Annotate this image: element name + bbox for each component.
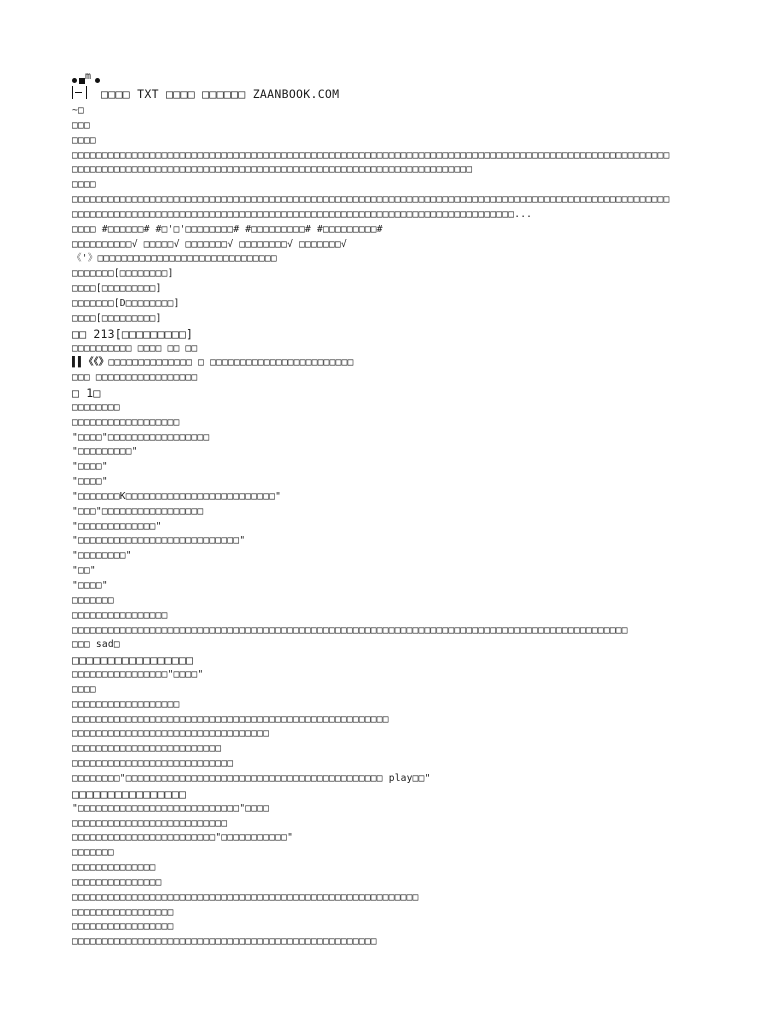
text-line: □□□□: [72, 134, 96, 146]
text-line: ▌▌《《》□□□□□□□□□□□□□□ □ □□□□□□□□□□□□□□□□□□□□□□□□: [72, 357, 354, 369]
text-line: "□□□□□□□□□": [72, 446, 138, 458]
text-line: □□□□□□□□□□□□□□□□: [72, 609, 168, 621]
text-line: □□□□□□□□□□□□□□□□□□□□□□□□□□□□□□□□□□□□□□□□□□□□□□□□□□□□□: [72, 713, 389, 725]
text-line: □□□□□□□□□□□□□□□□□□□□□□□□□□□□□□□□□□□□□□□□□□□□□□□□□□□□□□□□□□□□□□□□□□□: [72, 164, 473, 176]
text-line: □ 1□: [72, 386, 101, 401]
text-line: □□□□□□□[D□□□□□□□□]: [72, 297, 180, 309]
text-line: □□□□□□□□□□□□□□□□□□: [72, 416, 180, 428]
text-line: □□□□□□□□□□□□□□□□□□□□□□□□□□□: [72, 758, 234, 770]
text-line: "□□□□□□□□□□□□□": [72, 520, 162, 532]
text-line: □□□□□□□□□□ □□□□ □□ □□: [72, 342, 198, 354]
text-line: "□□□□": [72, 461, 108, 473]
text-line: □□□□□□□□□□□□□□□□□: [72, 653, 194, 668]
text-lines: [72, 104, 712, 950]
text-line: ~□: [72, 105, 84, 116]
document-body: [72, 71, 712, 950]
text-line: □□□ sad□: [72, 639, 120, 651]
text-line: □□□□□□□□□□□□□□□□"□□□□": [72, 669, 204, 681]
text-line: □□□□□□□□□□□□□□□□□□□□□□□□□□□□□□□□□□□□□□□□□□□□□□□□□□□□□□□□□□□□□□□□□□□□□□□□□□□□□□□□□□□□□□□□□□□□□□□□□□□□: [72, 149, 670, 161]
text-line: "□□□□": [72, 476, 108, 488]
text-line: □□□□□□□□□□□□□□□□□□□□□□□□□: [72, 743, 222, 755]
text-line: "□□□□□□□K□□□□□□□□□□□□□□□□□□□□□□□□□": [72, 490, 282, 502]
text-line: "□□□"□□□□□□□□□□□□□□□□□: [72, 505, 204, 517]
text-line: □□□□□□□□□□□□□□□□□: [72, 906, 174, 918]
text-line: □□□□□□□□□□□□□□□□: [72, 786, 186, 801]
text-line: □□□□ #□□□□□□# #□'□'□□□□□□□□# #□□□□□□□□□# #□□□□□□□□□#: [72, 223, 383, 235]
text-line: "□□": [72, 565, 96, 577]
text-line: 《'》□□□□□□□□□□□□□□□□□□□□□□□□□□□□□□: [72, 253, 277, 265]
text-line: "□□□□□□□□": [72, 550, 132, 562]
text-line: □□□: [72, 119, 90, 131]
text-line: □□□□□□□□□□√ □□□□□√ □□□□□□□√ □□□□□□□□√ □□□□□□□√: [72, 238, 347, 250]
text-line: □□□□□□□□□□□□□□□□□□□□□□□□□□: [72, 817, 228, 829]
text-line: □□□□□□□: [72, 594, 114, 606]
text-line: □□□□□□□□□□□□□□□□□□□□□□□□□□□□□□□□□: [72, 728, 270, 740]
site-title: □□□□ TXT □□□□ □□□□□□ ZAANBOOK.COM: [101, 87, 340, 101]
text-line: □□□□□□□□□□□□□□□: [72, 876, 162, 888]
text-line: "□□□□"□□□□□□□□□□□□□□□□□: [72, 431, 210, 443]
text-line: □□□ □□□□□□□□□□□□□□□□□: [72, 372, 198, 384]
site-logo-icon: m: [72, 74, 112, 102]
text-line: □□ 213[□□□□□□□□□]: [72, 326, 194, 341]
text-line: "□□□□□□□□□□□□□□□□□□□□□□□□□□□"□□□□: [72, 802, 270, 814]
text-line: □□□□□□□□□□□□□□□□□□□□□□□□"□□□□□□□□□□□": [72, 832, 294, 844]
text-line: □□□□[□□□□□□□□□]: [72, 283, 162, 295]
text-line: □□□□□□□□□□□□□□□□□□□□□□□□□□□□□□□□□□□□□□□□□□□□□□□□□□□□□□□□□□□□□□□□□□□□□□□□□□□□□□□□□□□□□□□□□□□□□: [72, 624, 628, 636]
text-line: □□□□□□□□□□□□□□□□□□□□□□□□□□□□□□□□□□□□□□□□□□□□□□□□□□□□□□□□□□□□□□□□□□□□□□□□□□□□□□□□□□□□□□□□□□□□□□□□□□□□: [72, 194, 670, 206]
text-line: □□□□□□□□□□□□□□□□□□: [72, 698, 180, 710]
text-line: □□□□[□□□□□□□□□]: [72, 312, 162, 324]
text-line: □□□□□□□□"□□□□□□□□□□□□□□□□□□□□□□□□□□□□□□□□□□□□□□□□□□□ play□□": [72, 772, 431, 784]
text-line: □□□□□□□□□□□□□□□□□: [72, 921, 174, 933]
text-line: □□□□□□□: [72, 847, 114, 859]
text-line: □□□□□□□□□□□□□□□□□□□□□□□□□□□□□□□□□□□□□□□□□□□□□□□□□□□□□□□□□□□□□□□□□□□□□□□□□□...: [72, 208, 533, 220]
text-line: □□□□□□□□□□□□□□□□□□□□□□□□□□□□□□□□□□□□□□□□□□□□□□□□□□□□□□□□□□: [72, 891, 419, 903]
text-line: □□□□□□□[□□□□□□□□]: [72, 268, 174, 280]
text-line: □□□□: [72, 683, 96, 695]
text-line: □□□□□□□□□□□□□□□□□□□□□□□□□□□□□□□□□□□□□□□□□□□□□□□□□□□: [72, 936, 377, 948]
text-line: □□□□□□□□: [72, 401, 120, 413]
text-line: □□□□□□□□□□□□□□: [72, 862, 156, 874]
text-line: "□□□□": [72, 580, 108, 591]
text-line: "□□□□□□□□□□□□□□□□□□□□□□□□□□□": [72, 535, 246, 547]
text-line: □□□□: [72, 179, 96, 191]
